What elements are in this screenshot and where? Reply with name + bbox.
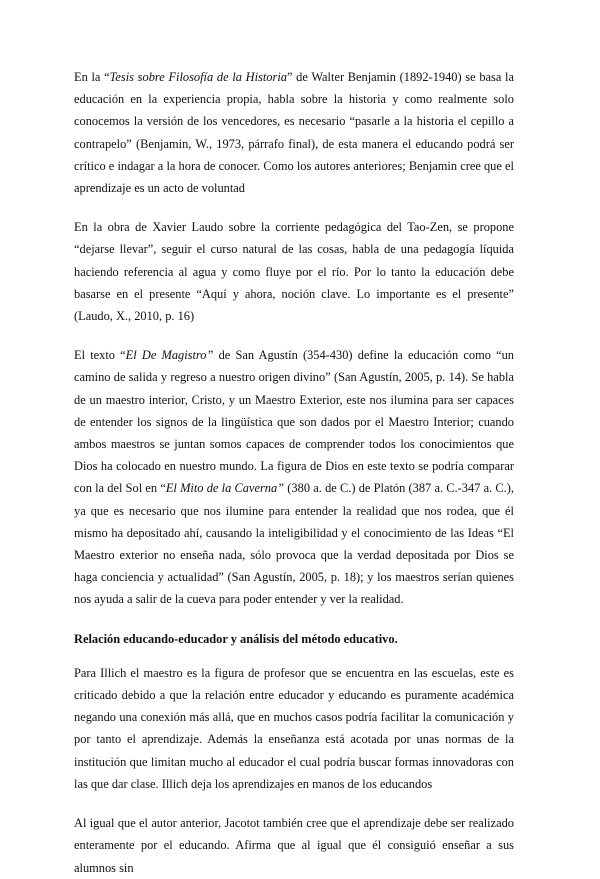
book-title: Tesis sobre Filosofía de la Historia	[109, 70, 287, 84]
paragraph-illich: Para Illich el maestro es la figura de profesor que se encuentra en las escuelas, este es criticado debido a que la relación entre educador y educando es puramente académica negando una conexión más allá, que en muchos casos podría facilitar la comunicación y por tanto el aprendizaje. Además la enseñanza está acotada por unas normas de la institución que limitan mucho al educador el cual podría buscar formas innovadoras con las que dar clase. Illich deja los aprendizajes en manos de los educandos	[74, 665, 514, 791]
section-heading: Relación educando-educador y análisis del método educativo.	[74, 631, 398, 646]
paragraph-laudo: En la obra de Xavier Laudo sobre la corriente pedagógica del Tao-Zen, se propone “dejarse llevar”, seguir el curso natural de las cosas, habla de una pedagogía líquida haciendo referencia al agua y como fluye por el río. Por lo tanto la educación debe basarse en el presente “Aquí y ahora, noción clave. Lo importante es el presente” (Laudo, X., 2010, p. 16)	[74, 220, 514, 324]
book-title: El De Magistro”	[125, 348, 214, 363]
paragraph-benjamin	[74, 66, 514, 199]
text-run: (380 a. de C.) de Platón (387 a. C.-347 a. C.), ya que es necesario que nos ilumine para entender la realidad que nos rodea, que él mismo ha depositado ahí, causando la inteligibilidad y el conocimiento de las Ideas “El Maestro exterior no enseña nada, sólo provoca que la verdad depositada por Dios se haga conciencia y actualidad” (San Agustín, 2005, p. 18); y los maestros serían quienes nos ayuda a salir de la cueva para poder entender y ver la realidad.	[74, 481, 515, 607]
text-run: de San Agustín (354-430) define la educación como “un camino de salida y regreso a nuestro origen divino” (San Agustín, 2005, p. 14). Se habla de un maestro interior, Cristo, y un Maestro Exterior, este nos ilumina para ser capaces de entender los signos de la lingüística que son dados por el Maestro Interior; cuando ambos maestros se juntan somos capaces de comprender todos los conocimientos que Dios ha colocado en nuestro mundo. La figura de Dios en este texto se podría comparar con la del Sol en “	[74, 348, 514, 496]
paragraph-san-agustin	[74, 344, 514, 610]
paragraph-jacotot: Al igual que el autor anterior, Jacotot también cree que el aprendizaje debe ser realizado enteramente por el educando. Afirma que al igual que él consiguió enseñar a sus alumnos sin	[74, 816, 514, 875]
text-run: El texto “	[74, 348, 126, 363]
book-title: El Mito de la Caverna”	[165, 481, 285, 496]
text-run: En la “	[74, 70, 110, 84]
text-run: ” de Walter Benjamin (1892-1940) se basa la educación en la experiencia propia, habla sobre la historia y como realmente solo conocemos la versión de los vencedores, es necesario “pasarle a la historia el cepillo a contrapelo” (Benjamin, W., 1973, párrafo final), de esta manera el educando podrá ser crítico e indagar a la hora de conocer. Como los autores anteriores; Benjamin cree que el aprendizaje es un acto de voluntad	[74, 70, 514, 196]
